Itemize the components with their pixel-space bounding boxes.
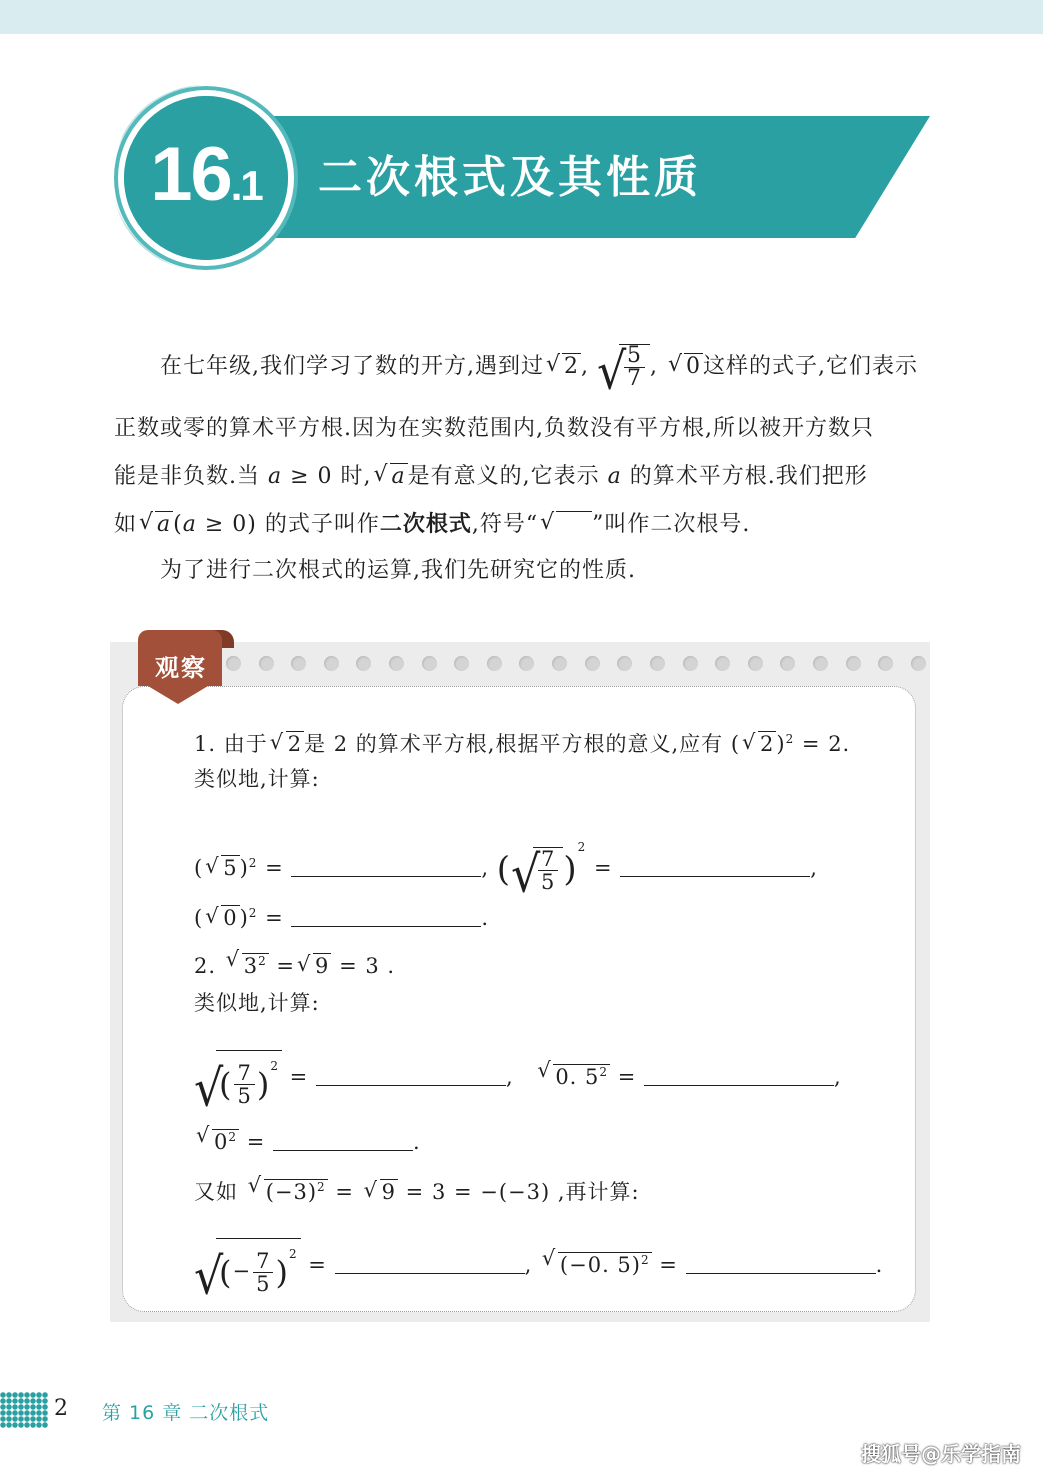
page-number: 2 (54, 1396, 68, 1421)
text: = 2. (794, 732, 851, 756)
answer-blank[interactable] (291, 854, 481, 877)
sqrt-squared-fraction (194, 1238, 301, 1295)
text: 在七年级,我们学习了数的开方,遇到过 (160, 354, 544, 379)
hole (454, 656, 469, 671)
observe-label: 观察 (155, 654, 207, 682)
footer-dots-decoration (0, 1392, 48, 1428)
sqrt-expression (226, 946, 269, 981)
radical-sign-symbol (540, 510, 592, 540)
exponent: 2 (270, 1059, 279, 1073)
exponent: 2 (577, 840, 587, 854)
radicand: (−0. 5) (559, 1253, 641, 1277)
exponent: 2 (599, 1065, 609, 1079)
hole (650, 656, 665, 671)
observe-tag-tail (148, 686, 208, 704)
answer-blank[interactable] (273, 1128, 413, 1151)
answer-blank[interactable] (335, 1251, 525, 1274)
denominator: 5 (541, 869, 556, 894)
text: ,符号“ (471, 512, 539, 537)
text: = (651, 1253, 678, 1277)
hole (911, 656, 926, 671)
hole (552, 656, 567, 671)
exponent: 2 (317, 1180, 326, 1194)
minus-sign: − (232, 1259, 252, 1283)
exponent: 2 (258, 954, 267, 968)
text: 又如 (194, 1180, 246, 1204)
text: 的算术平方根.我们把形 (621, 464, 868, 489)
watermark: 搜狐号@乐学指南 (861, 1442, 1021, 1466)
radicand: 0. 5 (555, 1065, 600, 1089)
hole (422, 656, 437, 671)
sqrt-expression (139, 510, 173, 540)
again-line (194, 1172, 640, 1207)
fraction (234, 1062, 254, 1107)
radicand: 5 (223, 856, 238, 880)
intro-line-1: 在七年级,我们学习了数的开方,遇到过√ 2, √ $\frac{5}{7}$ , √ 0这样的式子,它们表示 (114, 344, 928, 390)
hole (846, 656, 861, 671)
exercise-row-5: √ (− $\frac{7}{5}$ )$^2$ = , √ (−0. 5)$^2$ = . (194, 1238, 883, 1295)
section-title: 二次根式及其性质 (318, 152, 702, 203)
fraction (624, 345, 645, 390)
paren-left: ( (496, 849, 512, 890)
section-number (130, 130, 282, 220)
intro-line-3 (114, 462, 928, 492)
exercise-row-1: (√ 5)$^2$ = , ( √ $\frac{7}{5}$ )$^2$ = , (194, 832, 818, 893)
sqrt-expression (668, 352, 703, 382)
binder-holes (226, 656, 926, 674)
answer-blank[interactable] (316, 1063, 506, 1086)
radicand: (−3) (265, 1180, 318, 1204)
text: = 3 . (331, 954, 396, 978)
sqrt-expression (537, 1057, 610, 1092)
hole (259, 656, 274, 671)
denominator: 7 (627, 366, 642, 391)
exponent: 2 (228, 1130, 238, 1144)
hole (878, 656, 893, 671)
section-number-major: 16 (150, 132, 231, 217)
hole (617, 656, 632, 671)
numerator: √ 5 (624, 345, 645, 368)
sqrt-fraction (597, 344, 650, 390)
radicand: a (157, 512, 172, 537)
text: 2. (194, 954, 224, 978)
similar-label-2: 类似地,计算: (194, 991, 320, 1015)
exercise-row-3: √ ( $\frac{7}{5}$ )$^2$ = , √ 0. $5^2$ = , (194, 1050, 842, 1107)
radicand: 0 (223, 906, 238, 930)
hole (356, 656, 371, 671)
exercise-row-2: (√ 0)$^2$ = . (194, 898, 489, 933)
hole (585, 656, 600, 671)
text: = (257, 906, 284, 930)
answer-blank[interactable] (644, 1063, 834, 1086)
radicand: 2 (760, 732, 775, 756)
item-2 (194, 946, 395, 981)
answer-blank[interactable] (686, 1251, 876, 1274)
sqrt-expression (205, 853, 239, 883)
fraction (538, 848, 558, 893)
numerator: √ 7 (538, 848, 558, 871)
sqrt-expression (270, 729, 304, 759)
hole (748, 656, 763, 671)
similar-label-1: 类似地,计算: (194, 767, 320, 791)
numerator: 7 (234, 1062, 254, 1085)
text: 能是非负数.当 (114, 464, 268, 489)
sqrt-expression (205, 903, 239, 933)
exponent: 2 (785, 732, 795, 746)
top-band (0, 0, 1043, 34)
intro-line-5: 为了进行二次根式的运算,我们先研究它的性质. (160, 558, 636, 583)
answer-blank[interactable] (620, 854, 810, 877)
sqrt-expression (196, 1122, 239, 1157)
key-term: 二次根式 (379, 512, 472, 537)
hole (389, 656, 404, 671)
hole (324, 656, 339, 671)
exponent: 2 (248, 906, 258, 920)
denominator: 5 (256, 1272, 271, 1296)
sqrt-expression (742, 729, 776, 759)
hole (291, 656, 306, 671)
paren-right: ) (563, 849, 578, 890)
exercise-row-4: √ $0^2$ = . (194, 1122, 421, 1157)
text: ) (239, 906, 249, 930)
radicand: 3 (243, 954, 259, 978)
text: ”叫作二次根号. (592, 512, 751, 537)
variable: a (182, 512, 197, 537)
exponent: 2 (640, 1253, 650, 1267)
fraction (253, 1250, 273, 1295)
text: = (610, 1065, 637, 1089)
text: = (257, 856, 284, 880)
radicand: 2 (287, 732, 303, 756)
text: = (268, 954, 296, 978)
text: 1. 由于 (194, 732, 268, 756)
paren-right: ) (275, 1253, 289, 1292)
text: ( (173, 512, 183, 537)
text: 是有意义的,它表示 (407, 464, 608, 489)
sqrt-expression (546, 352, 581, 382)
text: ( (194, 906, 204, 930)
chapter-label: 第 16 章 二次根式 (102, 1402, 270, 1424)
intro-line-4 (114, 510, 928, 540)
section-number-minor: .1 (230, 162, 262, 209)
paren-left: ( (219, 1065, 233, 1104)
hole (226, 656, 241, 671)
exponent: 2 (288, 1247, 298, 1261)
text: ≥ 0) 的式子叫作 (196, 512, 380, 537)
hole (519, 656, 534, 671)
text: 如 (114, 512, 138, 537)
hole (487, 656, 502, 671)
hole (715, 656, 730, 671)
hole (780, 656, 795, 671)
radicand: 0 (686, 354, 701, 379)
text: = (281, 1065, 309, 1089)
text: ≥ 0 时, (282, 464, 372, 489)
text: = (327, 1180, 362, 1204)
radicand: 9 (381, 1180, 396, 1204)
hole (683, 656, 698, 671)
text: = (300, 1253, 327, 1277)
text: = 3 = −(−3) ,再计算: (398, 1180, 640, 1204)
paren-left: ( (219, 1253, 233, 1292)
sqrt-fraction (511, 847, 563, 893)
text: = (586, 856, 613, 880)
text: ) (239, 856, 249, 880)
text: ) (776, 732, 786, 756)
sqrt-expression (297, 951, 331, 981)
sqrt-squared-fraction (194, 1050, 282, 1107)
sqrt-expression (542, 1245, 652, 1280)
sqrt-expression (248, 1172, 328, 1207)
intro-line-2: 正数或零的算术平方根.因为在实数范围内,负数没有平方根,所以被开方数只 (114, 416, 874, 441)
variable: a (268, 464, 283, 489)
denominator: 5 (237, 1084, 252, 1108)
sqrt-expression (364, 1177, 398, 1207)
text: 这样的式子,它们表示 (703, 354, 918, 379)
text: 是 2 的算术平方根,根据平方根的意义,应有 ( (304, 732, 741, 756)
variable: a (607, 464, 622, 489)
radicand: a (391, 464, 406, 489)
exponent: 2 (248, 856, 258, 870)
numerator: 7 (253, 1250, 273, 1273)
item-1 (194, 724, 850, 759)
text: = (239, 1130, 266, 1154)
text: ( (194, 856, 204, 880)
hole (813, 656, 828, 671)
paren-right: ) (256, 1065, 271, 1104)
radicand: 0 (214, 1130, 229, 1154)
radicand: 9 (315, 954, 330, 978)
sqrt-expression (374, 462, 408, 492)
radicand: 2 (564, 354, 579, 379)
answer-blank[interactable] (291, 904, 481, 927)
